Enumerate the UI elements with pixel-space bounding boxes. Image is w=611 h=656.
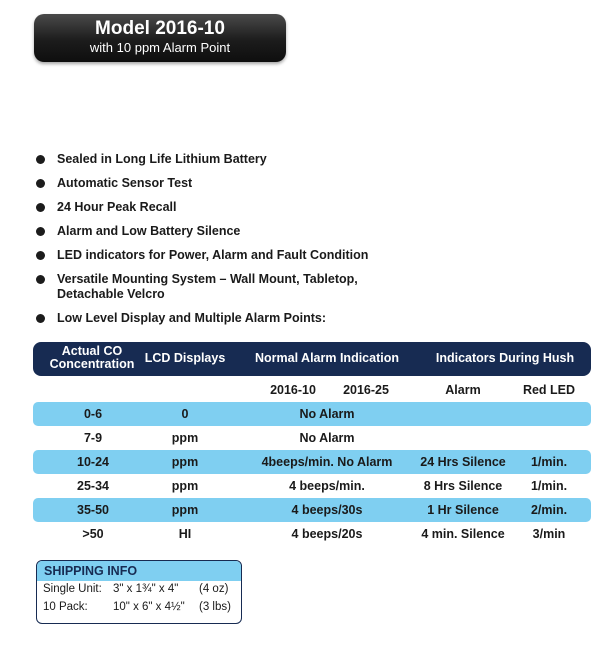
- feature-item: 24 Hour Peak Recall: [36, 200, 368, 215]
- shipping-title: SHIPPING INFO: [37, 561, 241, 581]
- header-hush: Indicators During Hush: [435, 351, 575, 365]
- table-row: >50 HI 4 beeps/20s 4 min. Silence 3/min: [82, 527, 566, 541]
- table-row: 10-24 ppm 4beeps/min. No Alarm 24 Hrs Silence 1/min.: [33, 450, 591, 474]
- header-concentration: Actual CO Concentration: [49, 344, 135, 371]
- feature-item: Automatic Sensor Test: [36, 176, 368, 191]
- feature-item: Versatile Mounting System – Wall Mount, Tabletop, Detachable Velcro: [36, 272, 368, 302]
- alarm-table: [33, 342, 591, 546]
- table-subheader: [33, 376, 591, 402]
- shipping-row-pack: 10 Pack: 10" x 6" x 4½" (3 lbs): [43, 601, 231, 613]
- feature-item: Sealed in Long Life Lithium Battery: [36, 152, 368, 167]
- shipping-row-single: Single Unit: 3" x 1¾" x 4" (4 oz): [43, 583, 229, 595]
- bullet-icon: [36, 179, 45, 188]
- table-header: [33, 342, 591, 376]
- model-subtitle: with 10 ppm Alarm Point: [89, 40, 231, 55]
- table-row: 0-6 0 No Alarm: [33, 402, 591, 426]
- model-title: Model 2016-10: [95, 18, 225, 39]
- header-lcd: LCD Displays: [144, 351, 226, 365]
- shipping-info-box: [36, 560, 242, 624]
- header-normal-alarm: Normal Alarm Indication: [254, 351, 399, 365]
- subheader-red-led: Red LED: [522, 383, 576, 397]
- bullet-icon: [36, 251, 45, 260]
- feature-item: Low Level Display and Multiple Alarm Points:: [36, 311, 368, 326]
- bullet-icon: [36, 227, 45, 236]
- bullet-icon: [36, 155, 45, 164]
- bullet-icon: [36, 275, 45, 284]
- model-title-badge: [34, 14, 286, 62]
- table-row: 35-50 ppm 4 beeps/30s 1 Hr Silence 2/min.: [33, 498, 591, 522]
- table-row: 25-34 ppm 4 beeps/min. 8 Hrs Silence 1/min.: [77, 479, 568, 493]
- subheader-model-a: 2016-10: [270, 383, 316, 397]
- feature-item: LED indicators for Power, Alarm and Fault Condition: [36, 248, 368, 263]
- bullet-icon: [36, 314, 45, 323]
- table-row: 7-9 ppm No Alarm: [83, 431, 355, 445]
- bullet-icon: [36, 203, 45, 212]
- feature-list: [36, 152, 368, 335]
- feature-item: Alarm and Low Battery Silence: [36, 224, 368, 239]
- subheader-model-b: 2016-25: [343, 383, 389, 397]
- subheader-alarm: Alarm: [445, 383, 481, 397]
